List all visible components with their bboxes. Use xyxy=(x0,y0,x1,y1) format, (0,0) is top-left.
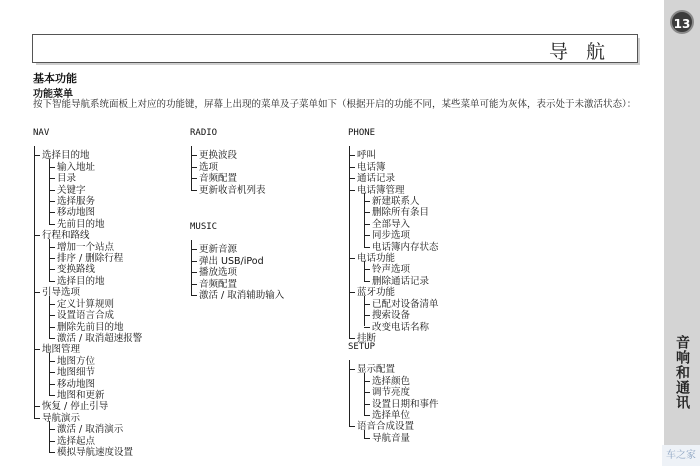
submenu-item: 增加一个站点 xyxy=(33,242,183,253)
submenu-item: 移动地图 xyxy=(33,207,183,218)
menu-item: 播放选项 xyxy=(190,267,340,278)
menu-item: 更换波段 xyxy=(190,150,340,161)
submenu-item: 定义计算规则 xyxy=(33,299,183,310)
menu-connector xyxy=(191,146,192,189)
submenu-item: 导航音量 xyxy=(348,433,508,444)
submenu-connector xyxy=(49,421,50,452)
intro-paragraph: 按下智能导航系统面板上对应的功能键，屏幕上出现的菜单及子菜单如下（根据开启的功能不同，某些菜单可能为灰体，表示处于未激活状态）： xyxy=(33,99,637,110)
menu-category-label: RADIO xyxy=(190,128,218,138)
submenu-item: 设置日期和事件 xyxy=(348,399,508,410)
submenu-item: 选择服务 xyxy=(33,196,183,207)
submenu-item: 激活 / 取消演示 xyxy=(33,424,183,435)
menu-column-music xyxy=(190,222,340,301)
menu-tree xyxy=(33,150,183,458)
submenu-item: 搜索设备 xyxy=(348,310,508,321)
submenu-item: 铃声选项 xyxy=(348,264,508,275)
menu-item: 挂断 xyxy=(348,333,508,344)
menu-item: 更新收音机列表 xyxy=(190,185,340,196)
page-number-badge: 13 xyxy=(670,10,694,34)
submenu-item: 删除先前目的地 xyxy=(33,322,183,333)
menu-category-label: MUSIC xyxy=(190,222,218,232)
submenu-item: 设置语言合成 xyxy=(33,310,183,321)
menu-tree xyxy=(348,150,508,344)
watermark: 车之家 xyxy=(662,445,700,466)
menu-item: 选择目的地 xyxy=(33,150,183,161)
submenu-connector xyxy=(364,296,365,327)
submenu-item: 调节亮度 xyxy=(348,387,508,398)
submenu-item: 已配对设备清单 xyxy=(348,299,508,310)
menu-item: 行程和路线 xyxy=(33,230,183,241)
submenu-connector xyxy=(49,239,50,281)
submenu-connector xyxy=(364,193,365,247)
menu-item: 蓝牙功能 xyxy=(348,287,508,298)
menu-connector xyxy=(349,146,350,337)
menu-item: 电话簿管理 xyxy=(348,185,508,196)
menu-item: 音频配置 xyxy=(190,173,340,184)
submenu-item: 电话簿内存状态 xyxy=(348,242,508,253)
submenu-item: 地图细节 xyxy=(33,367,183,378)
submenu-connector xyxy=(49,353,50,395)
page-title: 导 航 xyxy=(548,41,611,63)
menu-category-label: NAV xyxy=(33,128,50,138)
menu-column-nav xyxy=(33,128,183,458)
submenu-item: 排序 / 删除行程 xyxy=(33,253,183,264)
submenu-item: 输入地址 xyxy=(33,162,183,173)
menu-connector xyxy=(349,360,350,426)
submenu-connector xyxy=(49,159,50,224)
submenu-item: 选择目的地 xyxy=(33,276,183,287)
submenu-item: 移动地图 xyxy=(33,379,183,390)
submenu-item: 变换路线 xyxy=(33,264,183,275)
submenu-item: 地图和更新 xyxy=(33,390,183,401)
menu-item: 语音合成设置 xyxy=(348,421,508,432)
menu-column-radio xyxy=(190,128,340,196)
menu-category-label: PHONE xyxy=(348,128,376,138)
menu-item: 激活 / 取消辅助输入 xyxy=(190,290,340,301)
menu-item: 导航演示 xyxy=(33,413,183,424)
menu-item: 地图管理 xyxy=(33,344,183,355)
menu-connector xyxy=(191,240,192,295)
menu-item: 引导选项 xyxy=(33,287,183,298)
submenu-item: 激活 / 取消超速报警 xyxy=(33,333,183,344)
submenu-item: 新建联系人 xyxy=(348,196,508,207)
menu-item: 通话记录 xyxy=(348,173,508,184)
menu-item: 电话簿 xyxy=(348,162,508,173)
menu-tree xyxy=(190,150,340,196)
submenu-item: 关键字 xyxy=(33,185,183,196)
menu-item: 音频配置 xyxy=(190,279,340,290)
submenu-item: 删除通话记录 xyxy=(348,276,508,287)
menu-column-phone xyxy=(348,128,508,344)
submenu-connector xyxy=(364,373,365,415)
menu-tree xyxy=(190,244,340,301)
menu-item: 呼叫 xyxy=(348,150,508,161)
menu-connector xyxy=(34,146,35,417)
menu-item: 选项 xyxy=(190,162,340,173)
submenu-connector xyxy=(364,430,365,438)
menu-column-setup xyxy=(348,342,508,444)
submenu-item: 先前目的地 xyxy=(33,219,183,230)
menu-item: 恢复 / 停止引导 xyxy=(33,401,183,412)
submenu-item: 选择单位 xyxy=(348,410,508,421)
menu-item: 弹出 USB/iPod xyxy=(190,256,340,267)
submenu-item: 改变电话名称 xyxy=(348,322,508,333)
submenu-item: 同步选项 xyxy=(348,230,508,241)
submenu-connector xyxy=(364,261,365,280)
menu-item: 显示配置 xyxy=(348,364,508,375)
menu-item: 电话功能 xyxy=(348,253,508,264)
submenu-item: 全部导入 xyxy=(348,219,508,230)
menu-category-label: SETUP xyxy=(348,342,376,352)
submenu-item: 删除所有条目 xyxy=(348,207,508,218)
submenu-connector xyxy=(49,296,50,338)
subsection-title: 功能菜单 xyxy=(33,89,73,100)
submenu-item: 地图方位 xyxy=(33,356,183,367)
submenu-item: 模拟导航速度设置 xyxy=(33,447,183,458)
section-title: 基本功能 xyxy=(33,72,77,85)
submenu-item: 选择颜色 xyxy=(348,376,508,387)
submenu-item: 选择起点 xyxy=(33,436,183,447)
section-tab-label: 音响和通讯 xyxy=(674,335,690,410)
header-banner xyxy=(32,34,638,63)
submenu-item: 目录 xyxy=(33,173,183,184)
menu-item: 更新音源 xyxy=(190,244,340,255)
menu-tree xyxy=(348,364,508,444)
